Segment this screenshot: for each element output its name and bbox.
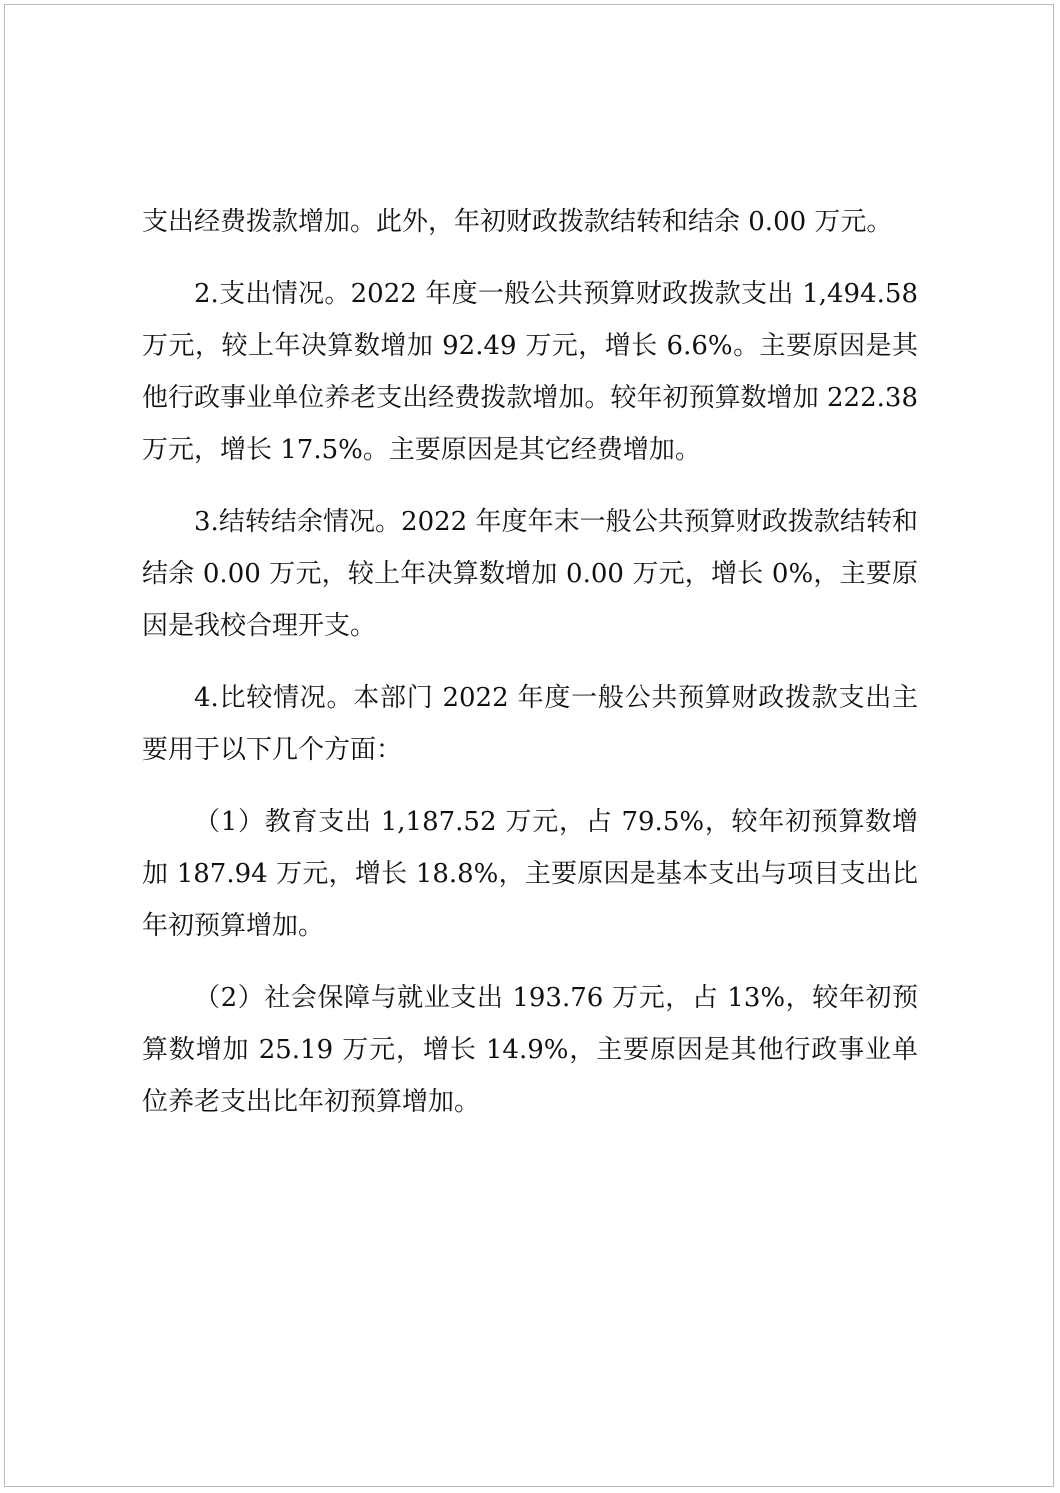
paragraph-carryover: 3.结转结余情况。2022 年度年末一般公共预算财政拨款结转和结余 0.00 万元，较上年决算数增加 0.00 万元，增长 0%，主要原因是我校合理开支。 bbox=[142, 507, 918, 641]
paragraph-expenditure: 2.支出情况。2022 年度一般公共预算财政拨款支出 1,494.58 万元，较上年决算数增加 92.49 万元，增长 6.6%。主要原因是其他行政事业单位养老支出经费拨款增加。较年初预算数增加 222.38 万元，增长 17.5%。主要原因是其它经费增加。 bbox=[142, 279, 918, 465]
paragraph-education: （1）教育支出 1,187.52 万元，占 79.5%，较年初预算数增加 187.94 万元，增长 18.8%，主要原因是基本支出与项目支出比年初预算增加。 bbox=[142, 807, 918, 941]
paragraph-social-security: （2）社会保障与就业支出 193.76 万元，占 13%，较年初预算数增加 25.19 万元，增长 14.9%，主要原因是其他行政事业单位养老支出比年初预算增加。 bbox=[142, 983, 918, 1117]
paragraph-comparison: 4.比较情况。本部门 2022 年度一般公共预算财政拨款支出主要用于以下几个方面： bbox=[142, 683, 918, 765]
paragraph-intro-continuation: 支出经费拨款增加。此外，年初财政拨款结转和结余 0.00 万元。 bbox=[142, 207, 893, 237]
document-body bbox=[142, 196, 918, 1148]
